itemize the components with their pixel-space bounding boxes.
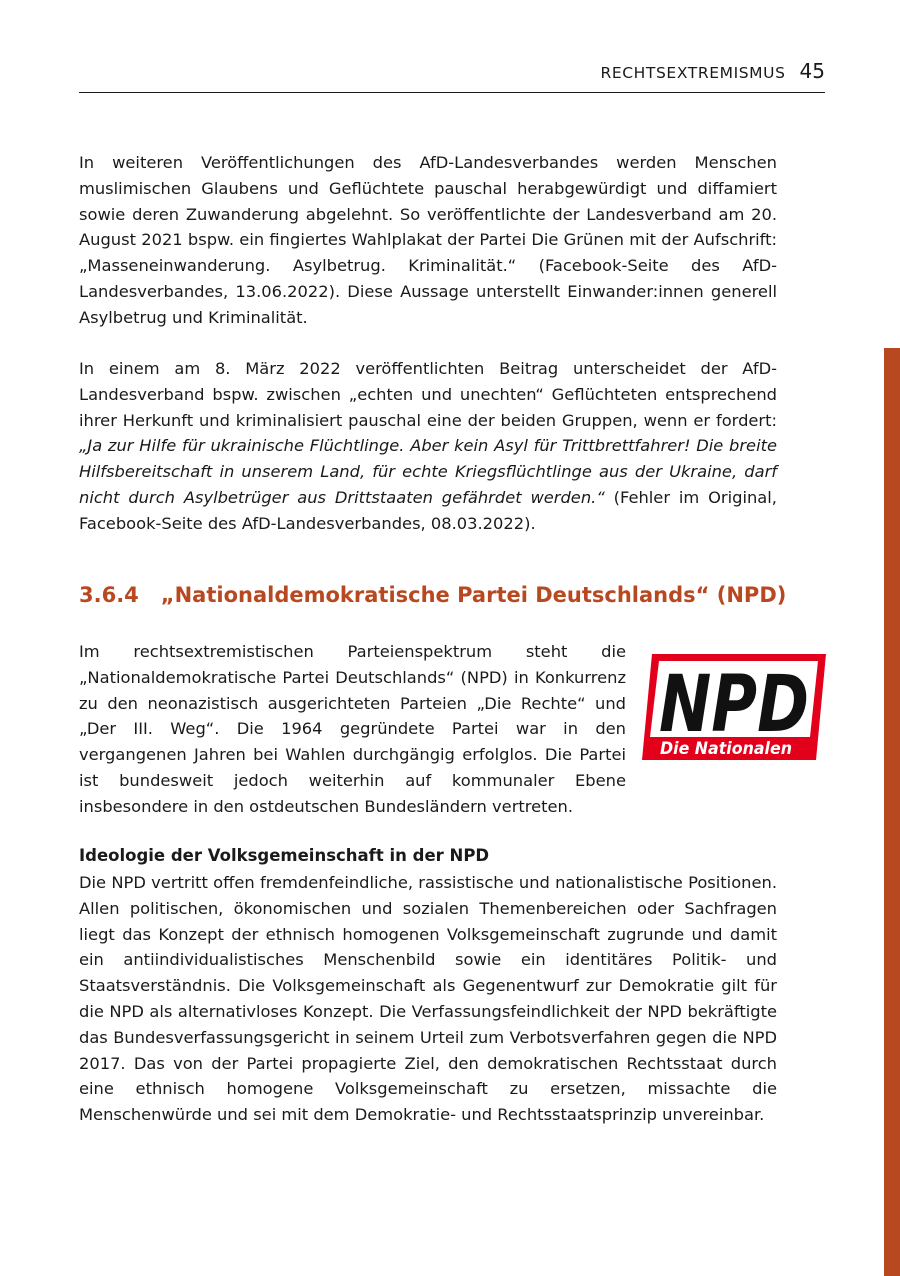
logo-sub-text: Die Nationalen — [660, 739, 792, 759]
chapter-marker-bar — [884, 348, 900, 1276]
paragraph-text: In einem am 8. März 2022 veröffentlichten Beitrag unterscheidet der AfD-Landesverband bspw. zwischen „echten und unechten“ Geflüchteten entsprechend ihrer Herkunft und kriminalisiert pauschal eine der beiden Gruppen, wenn er fordert: — [79, 359, 777, 430]
page-number: 45 — [799, 59, 825, 83]
section-heading — [79, 583, 786, 607]
paragraph-npd-ideology: Die NPD vertritt offen fremdenfeindliche, rassistische und nationalistische Positionen. Allen politischen, ökonomischen und sozialen Themenbereichen oder Sachfragen liegt das Konzept der ethnisch homogenen Volksgemeinschaft zugrunde und damit ein antiindividualistisches Menschenbild sowie ein identitäres Politik- und Staatsverständnis. Die Volksgemeinschaft als Gegenentwurf zur Demokratie gilt für die NPD als alternativloses Konzept. Die Verfassungsfeindlichkeit der NPD bekräftigte das Bundesverfassungsgericht in seinem Urteil zum Verbotsverfahren gegen die NPD 2017. Das von der Partei propagierte Ziel, den demokratischen Rechtsstaat durch eine ethnisch homogene Volksgemeinschaft zu ersetzen, missachte die Menschenwürde und sei mit dem Demokratie- und Rechtsstaatsprinzip unvereinbar. — [79, 873, 777, 1125]
subheading-ideology: Ideologie der Volksgemeinschaft in der NPD — [79, 846, 490, 865]
paragraph-afd-publications: In weiteren Veröffentlichungen des AfD-Landesverbandes werden Menschen muslimischen Glaubens und Geflüchtete pauschal herabgewürdigt und diffamiert sowie deren Zuwanderung abgelehnt. So veröffentlichte der Landesverband am 20. August 2021 bspw. ein fingiertes Wahlplakat der Partei Die Grünen mit der Aufschrift: „Masseneinwanderung. Asylbetrug. Kriminalität.“ (Facebook-Seite des AfD-Landesverbandes, 13.06.2022). Diese Aussage unterstellt Einwander:innen generell Asylbetrug und Kriminalität. — [79, 153, 777, 327]
running-header — [79, 58, 825, 93]
paragraph-afd-refugees — [79, 356, 777, 537]
paragraph-npd-intro: Im rechtsextremistischen Parteienspektrum steht die „Nationaldemokratische Partei Deutschlands“ (NPD) in Konkurrenz zu den neonazistisch ausgerichteten Parteien „Die Rechte“ und „Der III. Weg“. Die 1964 gegründete Partei war in den vergangenen Jahren bei Wahlen durchgängig erfolglos. Die Partei ist bundesweit jedoch weiterhin auf kommunaler Ebene insbesondere in den ostdeutschen Bundesländern vertreten. — [79, 642, 626, 816]
section-title: „Nationaldemokratische Partei Deutschlands“ (NPD) — [160, 583, 787, 607]
npd-logo — [642, 652, 826, 762]
logo-main-text: NPD — [659, 660, 809, 750]
section-number: 3.6.4 — [79, 583, 139, 607]
quote-text: „Ja zur Hilfe für ukrainische Flüchtlinge. Aber kein Asyl für Trittbrettfahrer! Die breite Hilfsbereitschaft in unserem Land, für echte Kriegsflüchtlinge aus der Ukraine, darf nicht durch Asylbetrüger aus Drittstaaten gefährdet werden.“ — [79, 436, 777, 507]
running-header-title: RECHTSEXTREMISMUS — [600, 64, 786, 82]
paragraph-text-source: (Fehler im Original, Facebook-Seite des AfD-Landesverbandes, 08.03.2022). — [79, 487, 777, 533]
